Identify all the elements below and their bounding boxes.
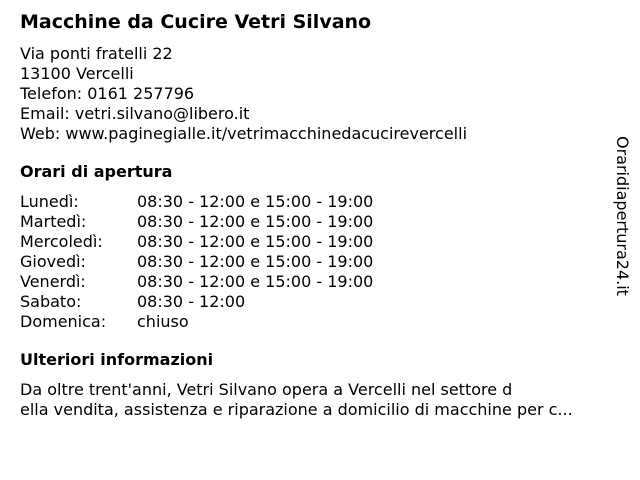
hours-time: 08:30 - 12:00 e 15:00 - 19:00 [137,192,374,211]
description-line: ella vendita, assistenza e riparazione a domicilio di macchine per c... [20,400,573,419]
email-line: Email: vetri.silvano@libero.it [20,104,250,123]
business-name: Macchine da Cucire Vetri Silvano [20,11,372,33]
address-line: Via ponti fratelli 22 [20,44,173,63]
opening-hours-heading: Orari di apertura [20,162,173,181]
hours-row-wednesday [20,232,620,252]
web-line: Web: www.paginegialle.it/vetrimacchinedacucirevercelli [20,124,468,143]
hours-time: 08:30 - 12:00 e 15:00 - 19:00 [137,212,374,231]
city-line: 13100 Vercelli [20,64,134,83]
business-card [20,10,620,420]
hours-time: chiuso [137,312,189,331]
description-line: Da oltre trent'anni, Vetri Silvano opera a Vercelli nel settore d [20,380,513,399]
description-text [20,380,620,420]
hours-day: Mercoledì: [20,232,103,251]
opening-hours-table [20,192,620,332]
hours-day: Sabato: [20,292,82,311]
hours-day: Martedì: [20,212,87,231]
hours-row-monday [20,192,620,212]
hours-day: Venerdì: [20,272,86,291]
hours-row-thursday [20,252,620,272]
hours-day: Lunedì: [20,192,79,211]
phone-line: Telefon: 0161 257796 [20,84,195,103]
hours-time: 08:30 - 12:00 e 15:00 - 19:00 [137,232,374,251]
more-info-heading: Ulteriori informazioni [20,350,214,369]
hours-row-friday [20,272,620,292]
brand-watermark-text: Oraridiapertura24.it [613,136,632,296]
hours-day: Domenica: [20,312,107,331]
hours-day: Giovedì: [20,252,86,271]
hours-time: 08:30 - 12:00 e 15:00 - 19:00 [137,252,374,271]
hours-row-saturday [20,292,620,312]
hours-row-tuesday [20,212,620,232]
contact-block [20,44,620,144]
hours-time: 08:30 - 12:00 [137,292,246,311]
hours-time: 08:30 - 12:00 e 15:00 - 19:00 [137,272,374,291]
hours-row-sunday [20,312,620,332]
